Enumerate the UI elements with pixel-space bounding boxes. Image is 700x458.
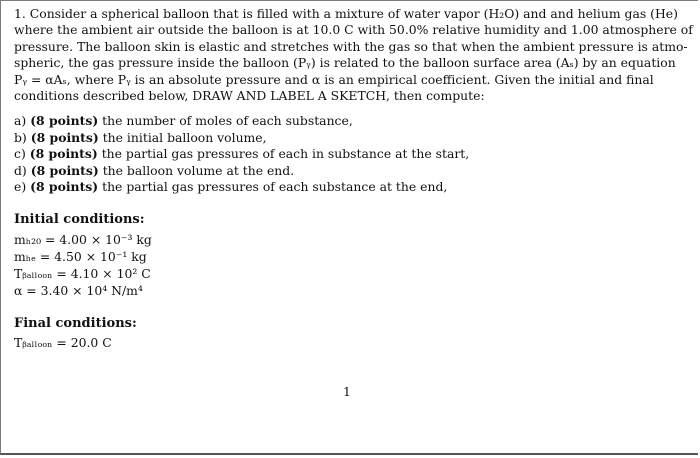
alpha-coefficient: α = 3.40 × 10⁴ N/m⁴ (14, 283, 143, 298)
problem-line-6: conditions described below, DRAW AND LABEL A SKETCH, then compute: (14, 88, 485, 104)
question-parts (14, 113, 469, 196)
part-text: the balloon volume at the end. (102, 162, 295, 178)
final-conditions-list (14, 334, 112, 351)
problem-line-4: spheric, the gas pressure inside the balloon (Pᵧ) is related to the balloon surface area (Aₛ) by an equation (14, 55, 676, 71)
part-letter: a) (14, 113, 27, 128)
part-a (14, 113, 469, 130)
part-text: the partial gas pressures of each in substance at the start, (101, 146, 470, 162)
final-conditions-title: Final conditions: (14, 316, 137, 331)
part-c (14, 146, 469, 163)
part-points: (8 points) (29, 146, 98, 162)
part-text: the initial balloon volume, (102, 129, 267, 145)
problem-statement (14, 6, 693, 104)
part-letter: c) (14, 146, 26, 162)
problem-line-1: 1. Consider a spherical balloon that is filled with a mixture of water vapor (H₂O) and and helium gas (He) (14, 6, 678, 21)
problem-line-2: where the ambient air outside the balloon is at 10.0 C with 50.0% relative humidity and 1.00 atmosphere of (14, 22, 693, 38)
initial-conditions-list (14, 231, 152, 299)
part-points: (8 points) (30, 162, 99, 178)
page-number: 1 (343, 384, 351, 399)
problem-line-3: pressure. The balloon skin is elastic and stretches with the gas so that when the ambient pressure is atmo- (14, 38, 688, 54)
part-points: (8 points) (30, 179, 99, 195)
part-letter: d) (14, 162, 27, 178)
part-text: the partial gas pressures of each substance at the end, (102, 179, 448, 195)
part-e (14, 179, 469, 196)
part-letter: e) (14, 179, 27, 195)
part-b (14, 130, 469, 147)
mass-h2o: mₕ₂₀ = 4.00 × 10⁻³ kg (14, 232, 152, 247)
part-text: the number of moles of each substance, (102, 113, 353, 128)
part-points: (8 points) (30, 129, 99, 145)
initial-temperature: Tᵦₐₗₗₒₒₙ = 4.10 × 10² C (14, 266, 151, 281)
part-points: (8 points) (30, 113, 99, 128)
initial-conditions-title: Initial conditions: (14, 212, 145, 227)
final-temperature: Tᵦₐₗₗₒₒₙ = 20.0 C (14, 335, 112, 350)
mass-he: mₕₑ = 4.50 × 10⁻¹ kg (14, 249, 147, 264)
part-letter: b) (14, 129, 27, 145)
part-d (14, 163, 469, 180)
problem-line-5: Pᵧ = αAₛ, where Pᵧ is an absolute pressure and α is an empirical coefficient. Given the initial and final (14, 71, 654, 87)
